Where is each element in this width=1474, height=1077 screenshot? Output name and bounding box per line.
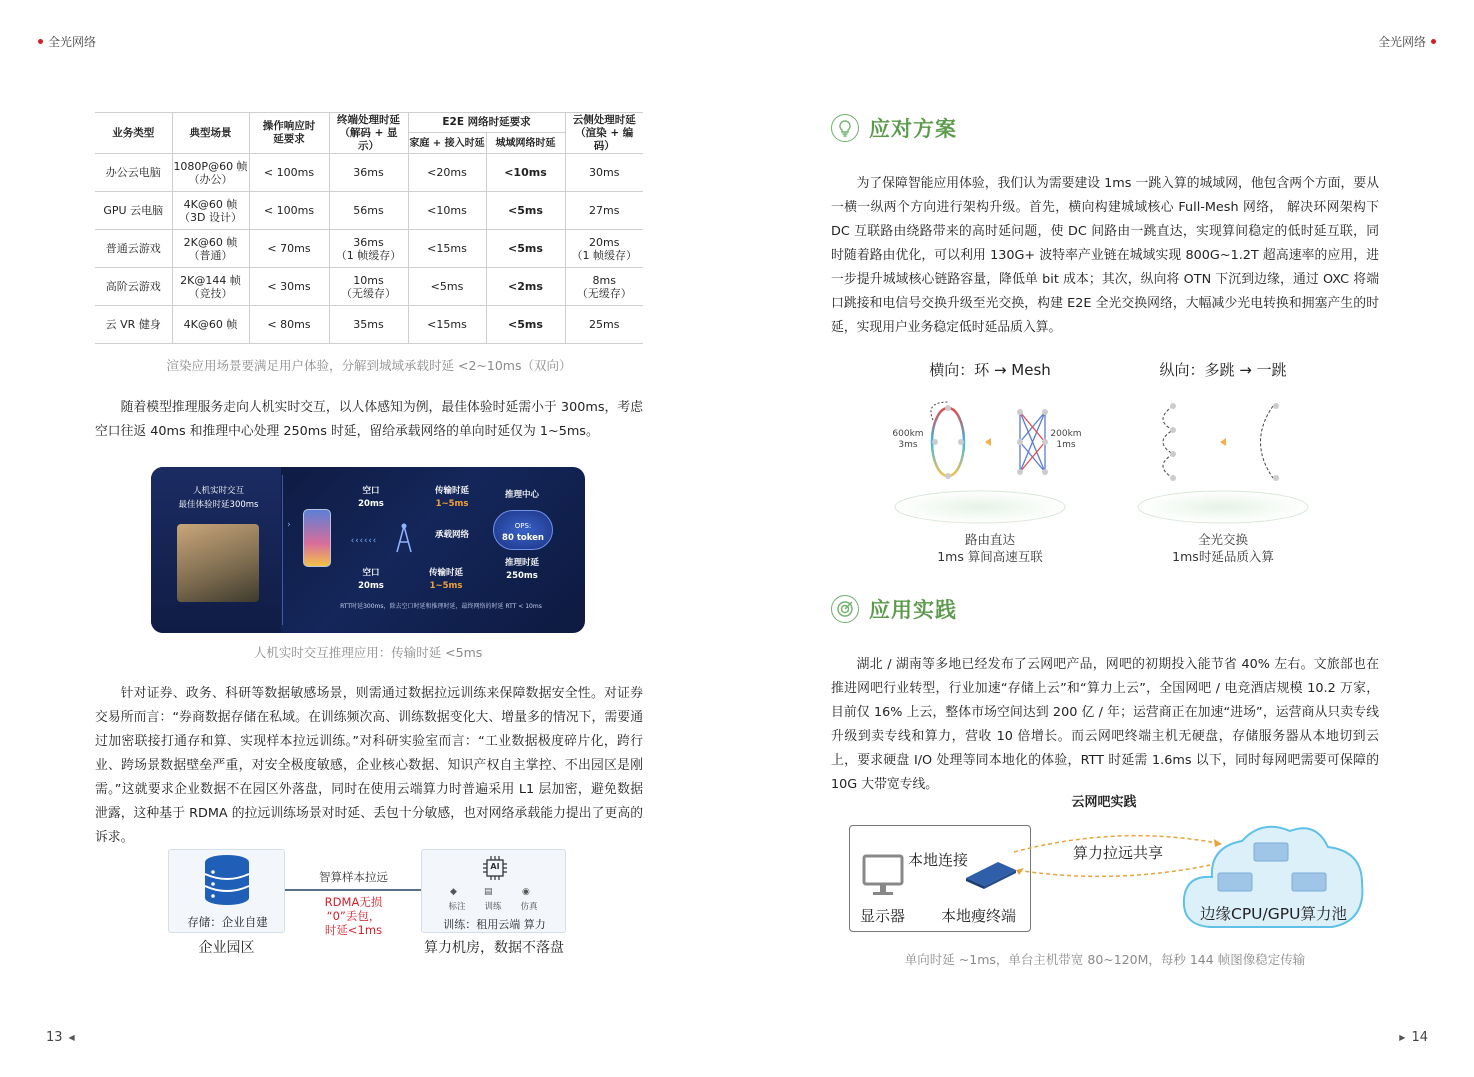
database-icon [204,854,250,906]
cloud-cafe-caption: 单向时延 ~1ms，单台主机带宽 80~120M，每秒 144 帧图像稳定传输 [904,952,1306,967]
center-label: 推理中心 [504,490,539,500]
cell-metro: <5ms [486,192,565,230]
train-tag-label: 训练 [484,902,502,912]
table-row [95,268,643,306]
multi-to-one-hop-diagram [1128,390,1318,525]
diag-h-title: 横向：环 → Mesh [929,361,1051,379]
h-caption: 路由直达 1ms 算间高速互联 [937,532,1043,564]
cell-home: <10ms [408,192,486,230]
cell-op: < 30ms [249,268,329,306]
person-photo [177,524,259,602]
right-page-number [1399,1030,1428,1045]
th-scenario: 典型场景 [172,113,249,154]
trans-up-value: 1~5ms [435,499,469,509]
trans-down-label: 传输时延 [428,568,463,578]
cell-op: < 80ms [249,306,329,344]
left-page-number [46,1030,75,1045]
cell-cloud: 25ms [565,306,643,344]
cell-terminal: 35ms [329,306,408,344]
th-op-response: 操作响应时延要求 [249,113,329,154]
cell-terminal: 36ms （1 帧缓存） [329,230,408,268]
cell-home: <5ms [408,268,486,306]
cell-type: 办公云电脑 [95,154,172,192]
cell-cloud: 27ms [565,192,643,230]
table-row [95,154,643,192]
cell-home: <15ms [408,230,486,268]
trans-up-label: 传输时延 [434,486,469,496]
ring-label: 600km 3ms [892,429,924,450]
inference-title1: 人机实时交互 [192,486,244,496]
inference-caption: 人机实时交互推理应用：传输时延 <5ms [253,645,483,660]
inference-title2: 最佳体验时延300ms [178,500,259,510]
tag-label: 标注 [448,902,466,912]
right-paragraph-1: 为了保障智能应用体验，我们认为需要建设 1ms 一跳入算的城域网，他包含两个方面，要从一横一纵两个方向进行架构升级。首先，横向构建城域核心 Full-Mesh 网络， 解决环网架构下 DC 互联路由绕路带来的高时延问题，使 DC 间路由一跳直达，实现算间稳定的低时延互联，同时随着路由优化，可以利用 130G+ 波特率产业链在城域实现 800G~1.2T 超高速率的应用，进一步提升城域核心链路容量，降低单 bit 成本；其次，纵向将 OTN 下沉到边缘，通过 OXC 将端口跳接和电信号交换升级至光交换，构建 E2E 全光交换网络，大幅减少光电转换和拥塞产生的时延，实现用户业务稳定低时延品质入算。 [831,176,1379,335]
cell-cloud: 8ms （无缓存） [565,268,643,306]
cell-type: 云 VR 健身 [95,306,172,344]
section-title-practice: 应用实践 [869,598,957,622]
cell-op: < 100ms [249,192,329,230]
cloud-cafe-diag-title: 云网吧实践 [1071,795,1137,810]
cell-terminal: 56ms [329,192,408,230]
th-e2e-metro: 城域网络时延 [486,133,565,154]
cell-terminal: 10ms （无缓存） [329,268,408,306]
cell-home: <20ms [408,154,486,192]
sim-tag-label: 仿真 [520,902,538,912]
cell-scene: 4K@60 帧 [172,306,249,344]
campus-label: 企业园区 [198,940,255,956]
v-caption: 全光交换 1ms时延品质入算 [1172,532,1274,564]
right-triangle-icon: ▶ [1399,1033,1406,1042]
cell-home: <15ms [408,306,486,344]
cell-op: < 70ms [249,230,329,268]
rdma-text: RDMA无损 “0”丢包， 时延<1ms [324,895,383,937]
cell-cloud: 20ms （1 帧缓存） [565,230,643,268]
cell-terminal: 36ms [329,154,408,192]
left-page-number-text: 13 [46,1030,63,1045]
left-header-text: 全光网络 [48,35,97,49]
room-label: 算力机房，数据不落盘 [424,940,564,956]
cell-scene: 2K@144 帧 （竞技） [172,268,249,306]
cell-type: 普通云游戏 [95,230,172,268]
cell-scene: 4K@60 帧 （3D 设计） [172,192,249,230]
section-heading-solution [831,113,957,143]
table-row [95,192,643,230]
cell-metro: <5ms [486,230,565,268]
ai-label: AI [490,862,500,871]
th-service-type: 业务类型 [95,113,172,154]
cell-op: < 100ms [249,154,329,192]
arrow-icon: › [287,520,291,530]
infer-label: 推理时延 [504,558,539,568]
right-page-header [1378,33,1436,50]
thin-client-label: 本地瘦终端 [941,907,1017,925]
cell-scene: 2K@60 帧 （普通） [172,230,249,268]
compute-box [421,849,566,933]
inference-footnote: RTT时延300ms，除去空口时延和推理时延，最终网络的时延 RTT < 10ms [340,603,542,610]
air-up-value: 20ms [358,499,384,509]
pool-label: 边缘CPU/GPU算力池 [1200,905,1347,923]
air-down-label: 空口 [362,568,380,578]
monitor-icon [862,854,904,898]
target-icon [831,595,859,623]
left-paragraph-1: 随着模型推理服务走向人机实时交互，以人体感知为例，最佳体验时延需小于 300ms，考虑空口往返 40ms 和推理中心处理 250ms 时延，留给承载网络的单向时延仅为 1~5ms。 [95,400,643,439]
storage-label: 存储：企业自建 [187,915,268,929]
th-e2e: E2E 网络时延要求 [408,113,565,133]
mesh-label: 200km 1ms [1050,429,1082,450]
diag-v-title: 纵向：多跳 → 一跳 [1159,361,1287,379]
lightbulb-icon [831,114,859,142]
network-label: 承载网络 [434,530,469,540]
local-link-label: 本地连接 [908,851,969,869]
infer-value: 250ms [506,571,538,581]
right-paragraph-2: 湖北 / 湖南等多地已经发布了云网吧产品，网吧的初期投入能节省 40% 左右。文旅部也在推进网吧行业转型，行业加速“存储上云”和“算力上云”，全国网吧 / 电竞酒店规模 10.2 万家，目前仅 16% 上云，整体市场空间达到 200 亿 / 年；运营商正在加速“进场”，运营商从只卖专线升级到卖专线和算力，营收 10 倍增长。而云网吧终端主机无硬盘，存储服务器从本地切到云上，要求硬盘 I/O 处理等同本地化的体验，RTT 时延需 1.6ms 以下，同时每网吧需要可保障的 10G 大带宽专线。 [831,657,1379,792]
air-down-value: 20ms [358,581,384,591]
monitor-label: 显示器 [860,907,906,925]
cell-type: 高阶云游戏 [95,268,172,306]
phone-icon [303,509,331,567]
left-triangle-icon: ◀ [68,1033,75,1042]
table-row [95,306,643,344]
trans-down-value: 1~5ms [429,581,463,591]
cell-metro: <5ms [486,306,565,344]
link-line [285,889,422,891]
header-dot-icon [1431,39,1436,44]
right-header-text: 全光网络 [1377,35,1426,49]
cell-scene: 1080P@60 帧 （办公） [172,154,249,192]
th-terminal: 终端处理时延（解码 + 显示） [329,113,408,154]
tower-icon [393,522,415,554]
latency-requirements-table [95,112,643,344]
remote-share-label: 算力拉远共享 [1072,844,1163,862]
section-heading-practice [831,594,957,624]
header-dot-icon [38,39,43,44]
th-e2e-home: 家庭 + 接入时延 [408,133,486,154]
link-label: 智算样本拉远 [319,870,388,884]
cell-cloud: 30ms [565,154,643,192]
left-paragraph-2: 针对证券、政务、科研等数据敏感场景，则需通过数据拉远训练来保障数据安全性。对证券交易所而言：“券商数据存储在私域。在训练频次高、训练数据变化大、增量多的情况下，需要通过加密联接打通存和算、实现样本拉远训练。”对科研实验室而言：“工业数据极度碎片化，跨行业、跨场景数据壁垒严重，对安全极度敏感，企业核心数据、知识产权自主掌控、不出园区是刚需。”这就要求企业数据不在园区外落盘，同时在使用云端算力时普遍采用 L1 层加密，避免数据泄露，这种基于 RDMA 的拉远训练场景对时延、丢包十分敏感，也对网络承载能力提出了更高的诉求。 [95,686,643,845]
ops-value: 80 token [502,533,544,543]
cell-type: GPU 云电脑 [95,192,172,230]
cell-metro: <10ms [486,154,565,192]
right-page-number-text: 14 [1411,1030,1428,1045]
cell-metro: <2ms [486,268,565,306]
tag-icon: ◆ [450,887,457,897]
local-box [849,825,1031,932]
table-caption: 渲染应用场景要满足用户体验，分解到城域承载时延 <2~10ms（双向） [166,358,572,373]
car-icon: ◉ [522,887,530,897]
th-cloud: 云侧处理时延（渲染 + 编码） [565,113,643,154]
storage-box [168,849,285,933]
air-up-label: 空口 [362,486,380,496]
ops-label: OPS: [514,522,532,530]
train-label: 训练：租用云端 算力 [443,918,546,931]
left-page-header [38,33,96,50]
inference-latency-image: 人机实时交互 最佳体验时延300ms › ‹‹‹‹‹‹ 空口 20ms 传输时延 1~5ms 承载网络 推理中心 OPS: 80 token 空口 20ms 传输时延 1~5ms 推理时延 250ms RTT时延300ms，除去空口时延和推理时延，最终网络的时延 RTT < 10ms [151,467,585,633]
chart-icon: ▤ [484,887,493,897]
section-title-solution: 应对方案 [869,117,957,141]
table-row [95,230,643,268]
ring-to-mesh-diagram [885,390,1085,525]
